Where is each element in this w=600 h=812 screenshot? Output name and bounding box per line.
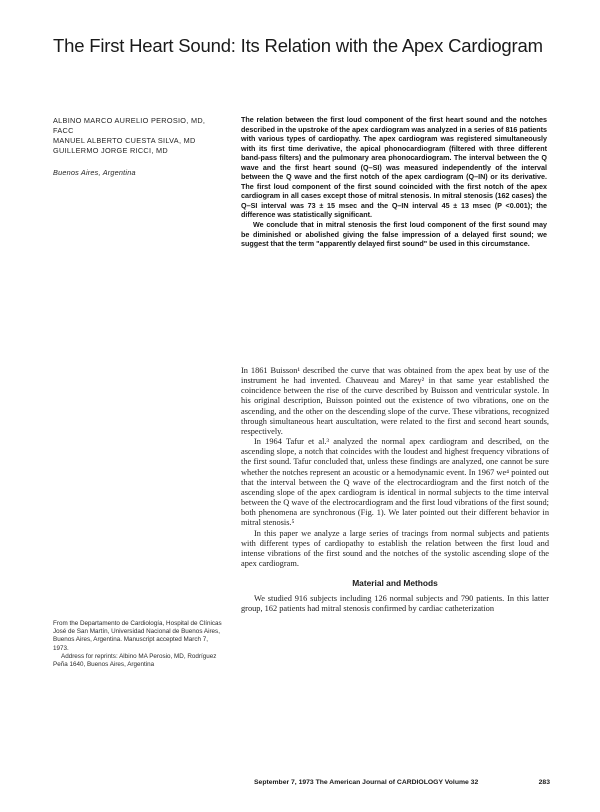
author-block bbox=[53, 116, 228, 185]
body-paragraph: In this paper we analyze a large series of tracings from normal subjects and patients with different types of cardiopathy to establish the relation between the first loud and intense vibrations of the first sound and the notches of the systolic ascending slope of the apex cardiogram. bbox=[241, 528, 549, 568]
abstract-paragraph: We conclude that in mitral stenosis the first loud component of the first sound may be diminished or abolished giving the false impression of a delayed first sound; we suggest that the term "apparently delayed first sound" be used in this circumstance. bbox=[241, 220, 547, 249]
author-name: ALBINO MARCO AURELIO PEROSIO, MD, FACC bbox=[53, 116, 206, 135]
body-paragraph: In 1964 Tafur et al.³ analyzed the normal apex cardiogram and described, on the ascending slope, a notch that coincides with the loudest and highest frequency vibrations of the first sound. Tafur concluded that, unless these findings are analyzed, one cannot be sure whether the notches represent an acoustic or a hemodynamic event. In 1967 we⁴ pointed out that the interval between the Q wave of the electrocardiogram and the first notch of the ascending slope of the apex cardiogram is identical in normal subjects to the time interval between the Q wave of the electrocardiogram and the first loud vibrations of the first sound; both phenomena are synchronous (Fig. 1). We later pointed out their different behavior in mitral stenosis.⁵ bbox=[241, 437, 549, 528]
author-name: MANUEL ALBERTO CUESTA SILVA, MD bbox=[53, 136, 196, 145]
article-title: The First Heart Sound: Its Relation with the Apex Cardiogram bbox=[53, 35, 543, 56]
footnote bbox=[53, 620, 225, 669]
methods-paragraph: We studied 916 subjects including 126 normal subjects and 790 patients. In this latter group, 162 patients had mitral stenosis confirmed by cardiac catheterization bbox=[241, 594, 549, 614]
footnote-reprints: Address for reprints: Albino MA Perosio, MD, Rodríguez Peña 1640, Buenos Aires, Argentina bbox=[53, 652, 217, 669]
page-footer bbox=[254, 778, 550, 787]
footer-citation: September 7, 1973 The American Journal of CARDIOLOGY Volume 32 bbox=[254, 779, 479, 786]
section-heading: Material and Methods bbox=[352, 578, 438, 589]
abstract bbox=[241, 115, 547, 249]
footnote-affiliation: From the Departamento de Cardiología, Hospital de Clínicas José de San Martín, Universidad Nacional de Buenos Aires, Buenos Aires, Argentina. Manuscript accepted March 7, 1973. bbox=[53, 620, 222, 652]
body-text bbox=[241, 366, 549, 615]
author-location: Buenos Aires, Argentina bbox=[53, 168, 136, 177]
abstract-paragraph: The relation between the first loud component of the first heart sound and the notches described in the upstroke of the apex cardiogram was analyzed in a series of 816 patients with various types of cardiopathy. The apex cardiogram was registered simultaneously with its first time derivative, the apical phonocardiogram (filtered with three different band-pass filters) and the pulmonary area phonocardiogram. The interval between the Q wave and the first heart sound (Q–SI) was measured independently of the interval between the Q wave and the first notch of the apex cardiogram (Q–IN) or its derivative. The first loud component of the first sound coincided with the first notch of the apex cardiogram in all cases except those of mitral stenosis. In mitral stenosis (162 cases) the Q–SI interval was 73 ± 15 msec and the Q–IN interval 45 ± 13 msec (P <0.001); the difference was statistically significant. bbox=[241, 115, 547, 220]
author-name: GUILLERMO JORGE RICCI, MD bbox=[53, 146, 168, 155]
body-paragraph: In 1861 Buisson¹ described the curve that was obtained from the apex beat by use of the instrument he had invented. Chauveau and Marey² in that same year established the coincidence between the rise of the curve described by Buisson and ventricular systole. In his original description, Buisson pointed out the existence of two vibrations, one on the ascending, and the other on the descending slope of the curve. These vibrations, recognized through simultaneous heart auscultation, were related to the first and second heart sounds, respectively. bbox=[241, 366, 549, 436]
page-number: 283 bbox=[538, 779, 550, 786]
